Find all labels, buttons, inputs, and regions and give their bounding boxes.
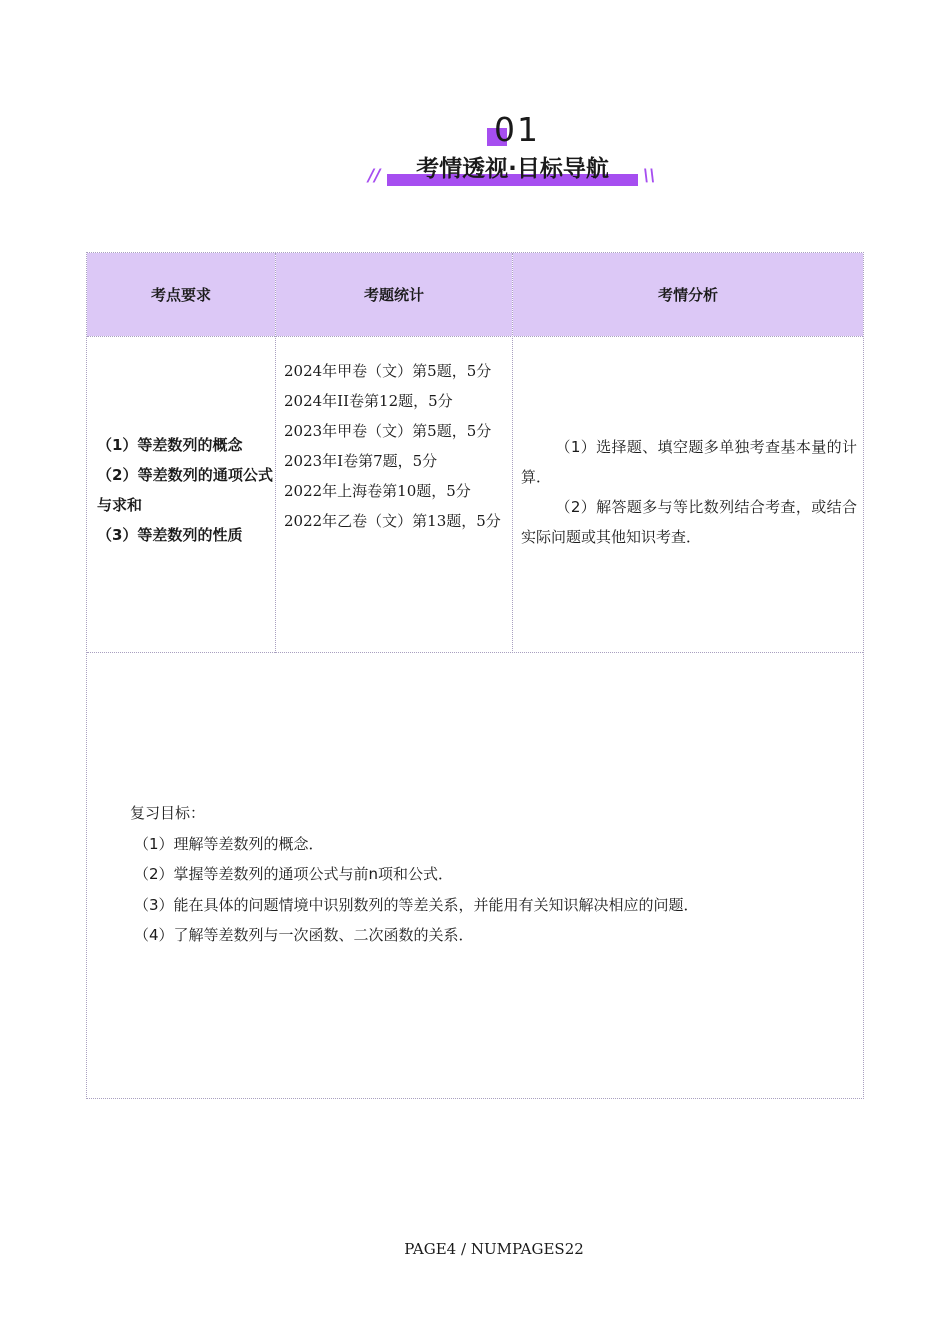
requirement-item: （2）等差数列的通项公式与求和 bbox=[97, 466, 273, 514]
analysis-text bbox=[521, 432, 857, 552]
stat-item: 2024年甲卷（文）第5题，5分 bbox=[284, 362, 492, 380]
row-divider bbox=[87, 336, 863, 337]
header-label-stats: 考题统计 bbox=[363, 286, 424, 304]
review-goal-item: （4）了解等差数列与一次函数、二次函数的关系． bbox=[134, 926, 474, 944]
section-number: 01 bbox=[494, 110, 540, 149]
header-label-requirements: 考点要求 bbox=[150, 286, 211, 304]
header-cell-requirements bbox=[87, 253, 275, 336]
header-cell-stats bbox=[276, 253, 512, 336]
page-footer: PAGE4 / NUMPAGES22 bbox=[404, 1240, 584, 1258]
stat-item: 2023年甲卷（文）第5题，5分 bbox=[284, 422, 492, 440]
review-goals-title: 复习目标： bbox=[130, 804, 206, 822]
right-slash-decoration: \\ bbox=[643, 166, 656, 186]
review-goal-item: （3）能在具体的问题情境中识别数列的等差关系，并能用有关知识解决相应的问题． bbox=[134, 895, 699, 914]
review-goals bbox=[130, 798, 830, 951]
requirements-list bbox=[95, 430, 273, 550]
review-goal-item: （1）理解等差数列的概念． bbox=[134, 834, 324, 853]
stat-item: 2023年I卷第7题，5分 bbox=[284, 452, 438, 470]
row-divider bbox=[87, 652, 863, 653]
stat-item: 2022年乙卷（文）第13题，5分 bbox=[284, 512, 501, 530]
stat-item: 2022年上海卷第10题，5分 bbox=[284, 482, 471, 500]
requirement-item: （1）等差数列的概念 bbox=[97, 436, 243, 454]
column-divider bbox=[512, 253, 513, 653]
left-slash-decoration: // bbox=[368, 166, 381, 186]
exam-stats-list bbox=[284, 356, 506, 536]
section-title: 考情透视·目标导航 bbox=[416, 156, 609, 182]
column-divider bbox=[275, 253, 276, 653]
header-cell-analysis bbox=[513, 253, 863, 336]
analysis-paragraph: （2）解答题多与等比数列结合考查，或结合实际问题或其他知识考查． bbox=[521, 498, 857, 546]
header-label-analysis: 考情分析 bbox=[657, 286, 718, 304]
requirement-item: （3）等差数列的性质 bbox=[97, 526, 243, 544]
analysis-paragraph: （1）选择题、填空题多单独考查基本量的计算． bbox=[521, 438, 857, 486]
review-goal-item: （2）掌握等差数列的通项公式与前n项和公式． bbox=[134, 865, 454, 883]
stat-item: 2024年II卷第12题，5分 bbox=[284, 392, 453, 410]
